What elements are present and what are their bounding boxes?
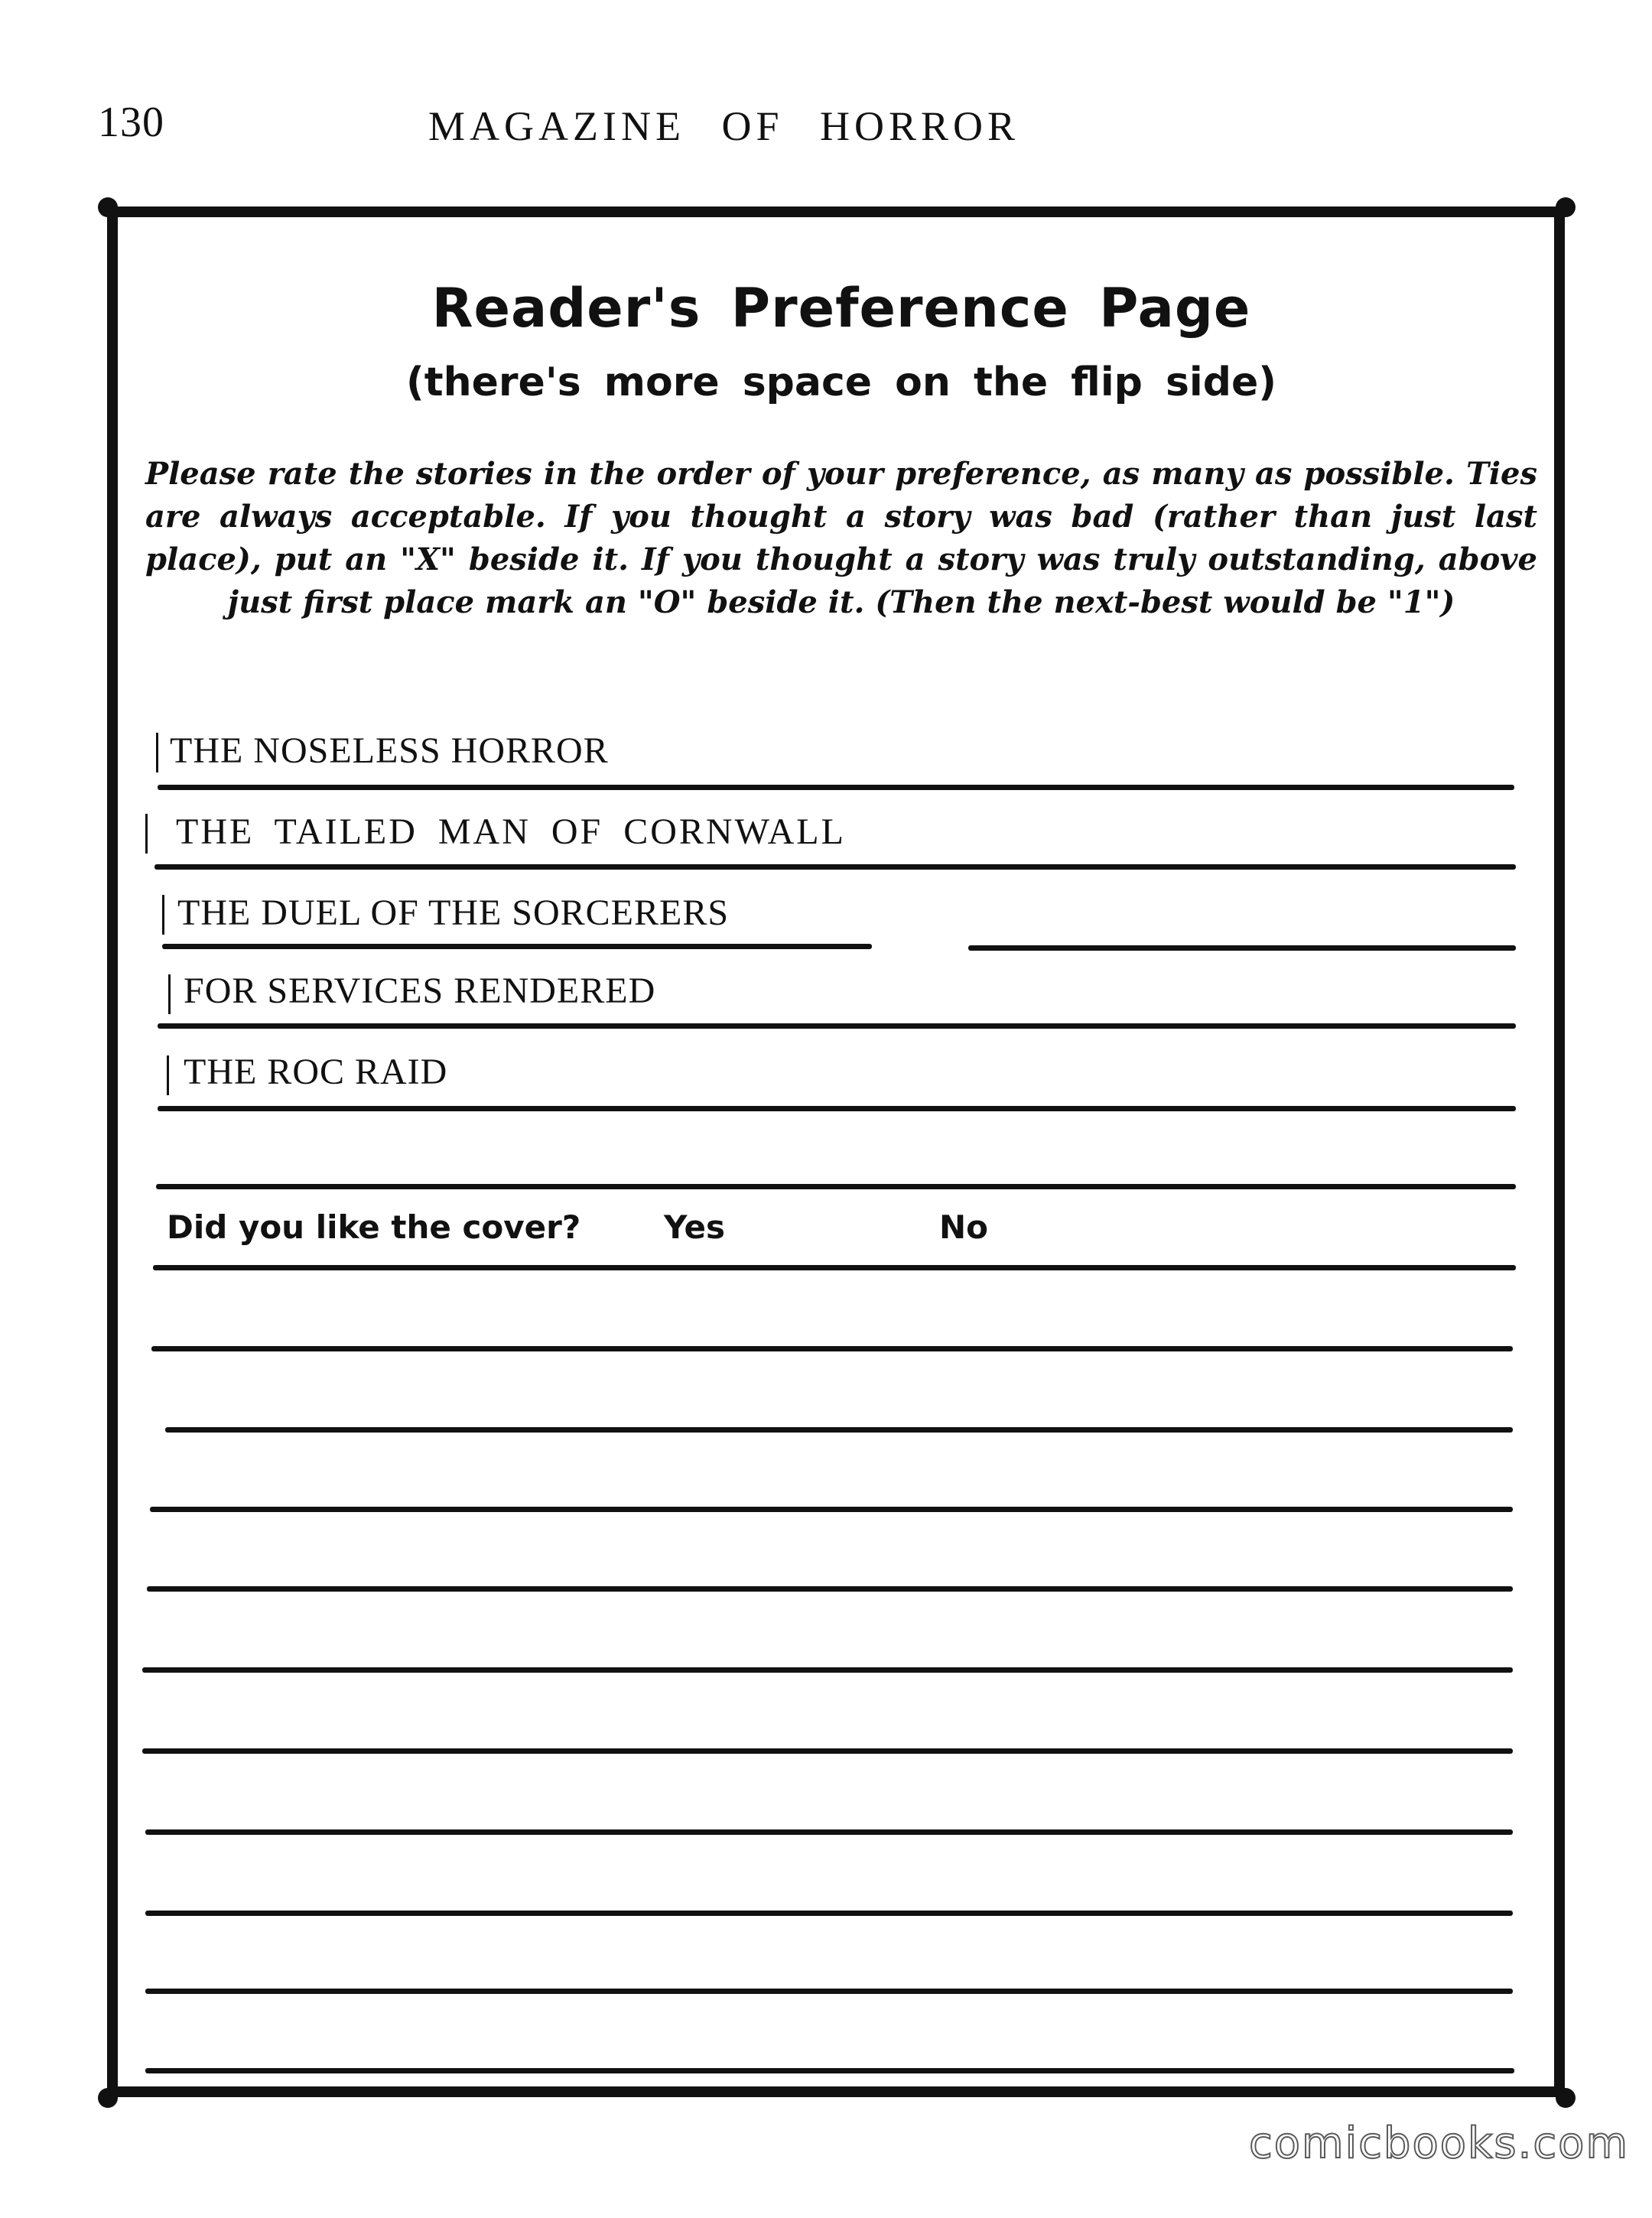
writing-line[interactable] <box>156 1184 1516 1189</box>
rating-line[interactable] <box>162 944 872 949</box>
cover-no-option[interactable]: No <box>939 1208 989 1246</box>
writing-line[interactable] <box>142 1748 1513 1754</box>
writing-line[interactable] <box>153 1265 1516 1270</box>
form-subtitle: (there's more space on the flip side) <box>406 359 1276 405</box>
rating-line[interactable] <box>158 1023 1516 1029</box>
site-watermark: comicbooks.com <box>1248 2119 1629 2168</box>
writing-line[interactable] <box>145 1829 1513 1835</box>
rating-mark <box>156 733 158 772</box>
writing-line[interactable] <box>145 1989 1513 1994</box>
rating-line[interactable] <box>968 945 1516 951</box>
story-title: THE TAILED MAN OF CORNWALL <box>176 811 846 852</box>
frame-corner <box>1556 2088 1576 2108</box>
page-number: 130 <box>98 99 164 146</box>
story-title: FOR SERVICES RENDERED <box>184 971 656 1011</box>
rating-instructions: Please rate the stories in the order of your preference, as many as possible. Ties are always acceptable. If you thought a story was bad (rather than just last place), put an "X" beside it. If you thought a story was truly outstanding, above just first place mark an "O" beside it. (Then the next-best would be "1") <box>145 456 1537 620</box>
rating-mark <box>162 895 164 935</box>
frame-corner <box>98 197 118 217</box>
story-title: THE DUEL OF THE SORCERERS <box>177 893 730 933</box>
rating-line[interactable] <box>158 785 1514 790</box>
form-title: Reader's Preference Page <box>431 277 1251 340</box>
writing-line[interactable] <box>145 1911 1513 1916</box>
cover-yes-option[interactable]: Yes <box>664 1208 726 1246</box>
frame-corner <box>98 2088 118 2108</box>
writing-line[interactable] <box>165 1427 1513 1433</box>
magazine-title: MAGAZINE OF HORROR <box>428 103 1020 149</box>
story-title: THE NOSELESS HORROR <box>170 730 609 771</box>
writing-line[interactable] <box>147 1586 1513 1592</box>
rating-mark <box>145 814 148 854</box>
writing-line[interactable] <box>145 2068 1514 2073</box>
writing-line[interactable] <box>150 1507 1513 1512</box>
rating-mark <box>167 1055 169 1095</box>
frame-corner <box>1556 197 1576 217</box>
rating-line[interactable] <box>158 1106 1516 1111</box>
writing-line[interactable] <box>142 1667 1513 1673</box>
story-title: THE ROC RAID <box>184 1052 448 1092</box>
rating-mark <box>168 974 171 1014</box>
rating-line[interactable] <box>154 864 1516 870</box>
writing-line[interactable] <box>151 1346 1513 1351</box>
cover-question: Did you like the cover? <box>167 1208 581 1246</box>
